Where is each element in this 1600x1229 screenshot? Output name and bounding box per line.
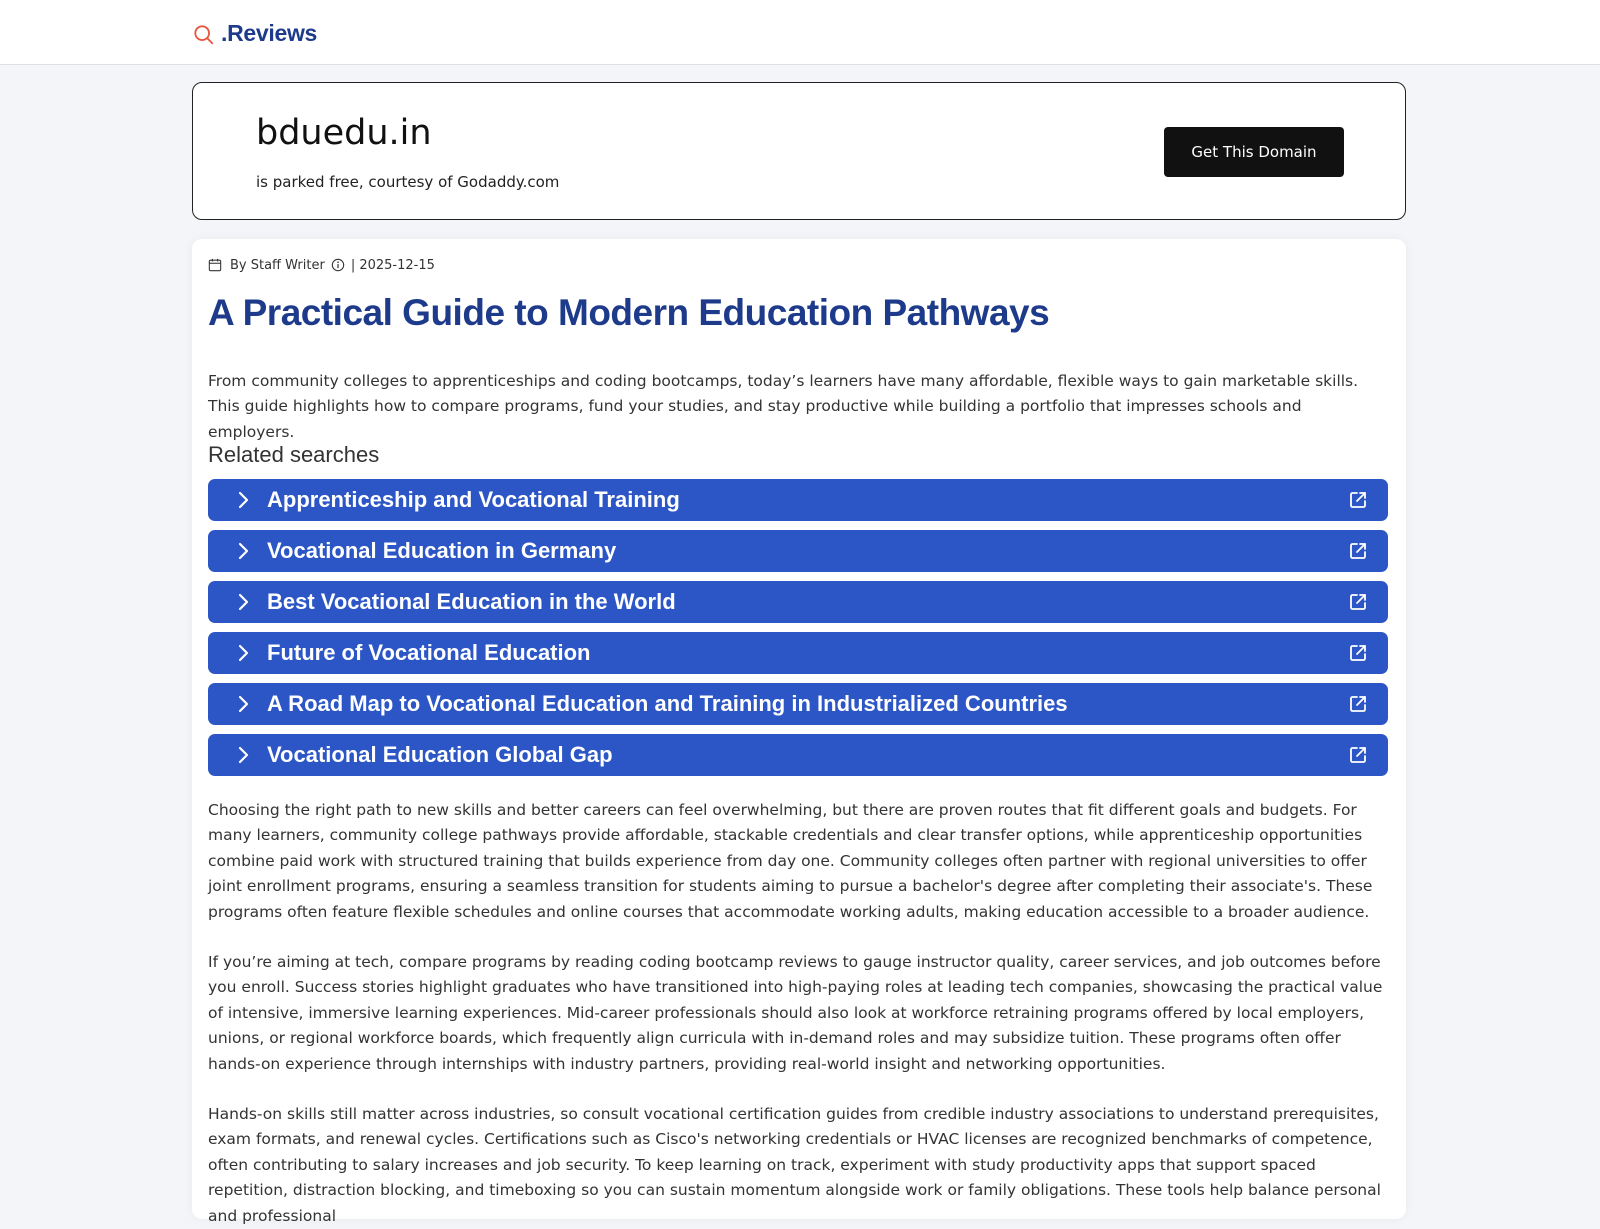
article-intro: From community colleges to apprenticeships and coding bootcamps, today’s learners have many affordable, flexible ways to gain marketable skills. This guide highlights how to compare programs, fund your studies, and stay productive while building a portfolio that impresses schools and employers. (208, 372, 1359, 441)
chevron-right-icon (233, 643, 253, 663)
get-domain-button[interactable]: Get This Domain (1164, 127, 1344, 177)
external-link-icon (1348, 745, 1368, 765)
article-paragraph: Choosing the right path to new skills and better careers can feel overwhelming, but there are proven routes that fit different goals and budgets. For many learners, community college pathways provide affordable, stackable credentials and clear transfer options, while apprenticeship opportunities combine paid work with structured training that builds experience from day one. Community colleges often partner with regional universities to offer joint enrollment programs, ensuring a seamless transition for students aiming to pursue a bachelor's degree after completing their associate's. These programs often feature flexible schedules and online courses that accommodate working adults, making education accessible to a broader audience. (208, 801, 1373, 921)
external-link-icon (1348, 490, 1368, 510)
related-search-item[interactable] (208, 530, 1388, 572)
related-search-item[interactable] (208, 632, 1388, 674)
related-search-item[interactable] (208, 479, 1388, 521)
chevron-right-icon (233, 694, 253, 714)
site-logo[interactable] (193, 18, 317, 48)
calendar-icon (208, 258, 222, 272)
related-searches-list (208, 479, 1388, 785)
chevron-right-icon (233, 490, 253, 510)
article-paragraph: If you’re aiming at tech, compare programs by reading coding bootcamp reviews to gauge instructor quality, career services, and job outcomes before you enroll. Success stories highlight graduates who have transitioned into high-paying roles at leading tech companies, showcasing the practical value of intensive, immersive learning experiences. Mid-career professionals should also look at workforce retraining programs offered by local employers, unions, or regional workforce boards, which frequently align curricula with in-demand roles and may subsidize tuition. These programs often offer hands-on experience through internships with industry partners, providing real-world insight and networking opportunities. (208, 953, 1383, 1073)
related-search-item[interactable] (208, 581, 1388, 623)
related-searches-heading: Related searches (208, 442, 380, 467)
external-link-icon (1348, 592, 1368, 612)
related-search-label: A Road Map to Vocational Education and Training in Industrialized Countries (267, 691, 1068, 716)
related-search-label: Best Vocational Education in the World (267, 589, 676, 614)
external-link-icon (1348, 643, 1368, 663)
article-title: A Practical Guide to Modern Education Pathways (208, 292, 1050, 333)
article-meta (208, 255, 435, 275)
chevron-right-icon (233, 745, 253, 765)
external-link-icon (1348, 694, 1368, 714)
related-search-item[interactable] (208, 683, 1388, 725)
external-link-icon (1348, 541, 1368, 561)
author: By Staff Writer (230, 257, 325, 273)
article-card (192, 239, 1406, 1225)
article-paragraph: Hands-on skills still matter across industries, so consult vocational certification guides from credible industry associations to understand prerequisites, exam formats, and renewal cycles. Certifications such as Cisco's networking credentials or HVAC licenses are recognized benchmarks of competence, often contributing to salary increases and job security. To keep learning on track, experiment with study productivity apps that support spaced repetition, distraction blocking, and timeboxing so you can sustain momentum alongside work or family obligations. These tools help balance personal and professional (208, 1105, 1381, 1225)
logo-text: .Reviews (221, 19, 318, 46)
search-icon (193, 24, 215, 46)
related-search-label: Vocational Education Global Gap (267, 742, 613, 767)
related-search-item[interactable] (208, 734, 1388, 776)
domain-banner (192, 82, 1406, 220)
related-search-label: Apprenticeship and Vocational Training (267, 487, 680, 512)
info-icon[interactable] (331, 258, 345, 272)
chevron-right-icon (233, 592, 253, 612)
top-bar (0, 0, 1600, 65)
related-search-label: Future of Vocational Education (267, 640, 591, 665)
publish-date: | 2025-12-15 (350, 257, 435, 273)
domain-subtitle: is parked free, courtesy of Godaddy.com (256, 173, 560, 191)
chevron-right-icon (233, 541, 253, 561)
related-search-label: Vocational Education in Germany (267, 538, 617, 563)
domain-name: bduedu.in (256, 113, 432, 153)
